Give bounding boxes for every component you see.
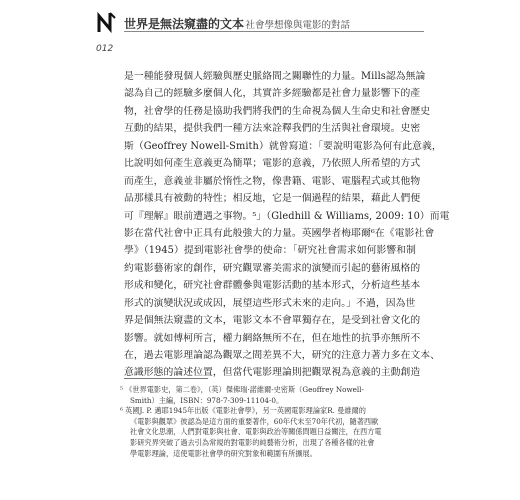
body-line: 影在當代社會中正具有此般強大的力量。英國學者梅耶爾⁶在《電影社會 — [124, 227, 435, 239]
footnote-divider — [124, 378, 208, 379]
body-line: 形式的演變狀況或成因，展望這些形式未來的走向。」不過，因為世 — [124, 297, 416, 309]
body-line: 而產生，意義並非屬於惰性之物，像書籍、電影、電腦程式或其他物 — [124, 175, 421, 187]
footnote-line: 學電影理論，這使電影社會學的研究對象和範圍有所擴展。 — [130, 448, 317, 458]
body-line: 界是個無法窺盡的文本，電影文本不會單獨存在，是受到社會文化的 — [124, 315, 421, 327]
footnote-line: 社會文化思潮，人們對電影與社會、電影與政治等關係問題日益關注，在西方電 — [130, 427, 382, 437]
publisher-logo-icon — [96, 10, 118, 34]
body-line: 認為自己的經驗多麼個人化，其實許多經驗都是社會力量影響下的產 — [124, 88, 421, 100]
footnote-line: ⁶ 英國J. P. 邁耶1945年出版《電影社會學》，另一英國電影理論家R. 曼維爾的 — [120, 406, 366, 416]
footnote-line: Smith）主編，ISBN：978-7-309-11104-0。 — [130, 395, 284, 405]
body-line: 學》（1945）提到電影社會學的使命：「研究社會需求如何影響和制 — [124, 245, 417, 257]
body-line: 比說明如何產生意義更為簡單；電影的意義，乃依照人所希望的方式 — [124, 158, 421, 170]
body-line: 約電影藝術家的創作，研究觀眾審美需求的演變而引起的藝術風格的 — [124, 262, 421, 274]
footnotes — [120, 385, 420, 459]
page-number: 012 — [96, 44, 114, 54]
body-line: 是一種能發現個人經驗與歷史脈絡間之關聯性的力量。Mills認為無論 — [124, 71, 426, 82]
body-line: 影響。就如傅柯所言，權力網絡無所不在，但在地性的抗爭亦無所不 — [124, 332, 421, 344]
body-line: 形成和變化，研究社會群體參與電影活動的基本形式，分析這些基本 — [124, 280, 421, 292]
body-line: 物，社會學的任務是協助我們將我們的生命視為個人生命史和社會歷史 — [124, 105, 431, 117]
body-line: 斯（Geoffrey Nowell-Smith）就曾寫道：「要說明電影為何有此意義， — [124, 140, 442, 152]
body-line: 互動的結果，提供我們一種方法來詮釋我們的生活與社會環境。史密 — [124, 123, 421, 135]
body-line: 意識形態的論述位置，但當代電影理論則把觀眾視為意義的主動創造 — [124, 367, 421, 379]
running-header-subtitle: ：社會學想像與電影的對話 — [236, 20, 351, 31]
footnote-line: 影研究界突破了過去引為常規的對電影的純藝術分析，出現了各種各樣的社會 — [130, 437, 375, 447]
header-divider — [124, 31, 424, 32]
body-line: 在，過去電影理論認為觀眾之間差異不大，研究的注意力著力多在文本、 — [124, 350, 441, 361]
body-line: 品那樣具有被動的特性；相反地，它是一個過程的結果，藉此人們便 — [124, 193, 421, 205]
footnote-line: ⁵ 《世界電影史，第二卷》，（英）傑佛瑞·諾維爾-史密斯（Geoffrey Nowell- — [120, 385, 364, 394]
footnote-line: 《電影與觀眾》彼認為是這方面的重要著作，60年代末至70年代初，隨著西歐 — [130, 416, 379, 426]
body-line: 可『理解』眼前遭遇之事物。⁵」（Gledhill & Williams, 2009: 10）而電 — [124, 210, 450, 222]
running-header-title: 世界是無法窺盡的文本 — [124, 17, 245, 31]
body-paragraph — [124, 68, 450, 382]
